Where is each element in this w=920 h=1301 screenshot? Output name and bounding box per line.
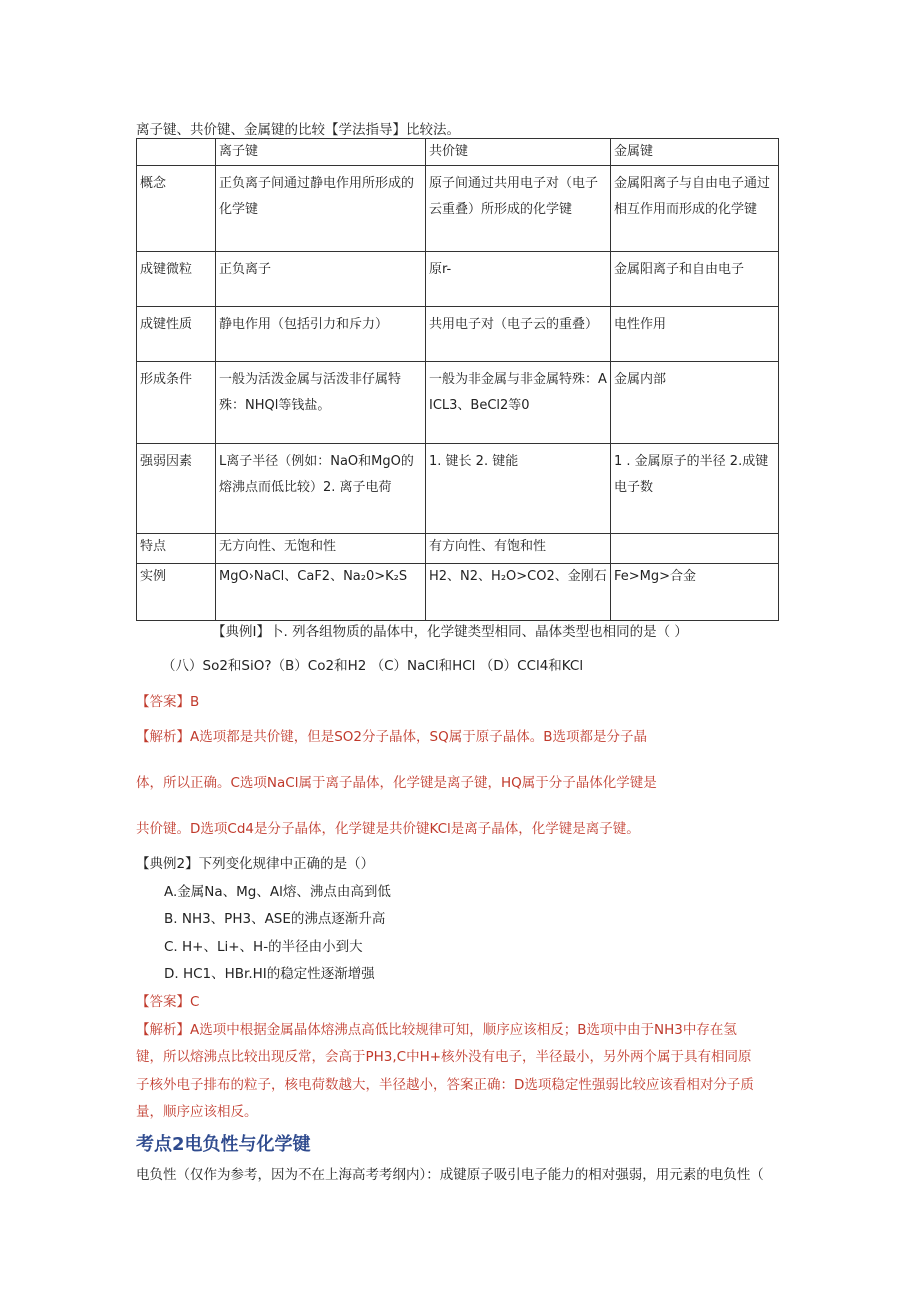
comparison-table [136, 138, 779, 621]
table-header-cell: 金属键 [611, 139, 779, 166]
table-cell: 原r- [426, 252, 611, 307]
table-row [137, 362, 779, 444]
row-label: 概念 [137, 166, 216, 252]
table-cell: 正负离子间通过静电作用所形成的化学键 [216, 166, 426, 252]
example2-analysis-line: 量，顺序应该相反。 [136, 1104, 258, 1120]
table-cell: 静电作用（包括引力和斥力） [216, 307, 426, 362]
example2-option: A.金属Na、Mg、Al熔、沸点由高到低 [164, 884, 391, 900]
example2-analysis-line: 【解析】A选项中根据金属晶体熔沸点高低比较规律可知，顺序应该相反；B选项中由于NH3中存在氢 [136, 1022, 737, 1038]
table-row [137, 166, 779, 252]
table-row [137, 564, 779, 621]
table-cell: 电性作用 [611, 307, 779, 362]
table-cell: 原子间通过共用电子对（电子云重叠）所形成的化学键 [426, 166, 611, 252]
table-cell: 无方向性、无饱和性 [216, 534, 426, 564]
table-cell: 金属阳离子和自由电子 [611, 252, 779, 307]
example2-option: B. NH3、PH3、ASE的沸点逐渐升高 [164, 911, 386, 927]
row-label: 成键性质 [137, 307, 216, 362]
example1-question: 【典例I】卜. 列各组物质的晶体中，化学键类型相同、晶体类型也相同的是（ ） [212, 624, 688, 640]
table-cell: 有方向性、有饱和性 [426, 534, 611, 564]
table-row [137, 252, 779, 307]
table-cell: 1. 键长 2. 键能 [426, 444, 611, 534]
table-cell: 一般为活泼金属与活泼非仔属特殊：NHQl等钱盐。 [216, 362, 426, 444]
row-label: 特点 [137, 534, 216, 564]
table-cell: H2、N2、H₂O>CO2、金刚石 [426, 564, 611, 621]
table-cell: L离子半径（例如：NaO和MgO的熔沸点而低比较）2. 离子电荷 [216, 444, 426, 534]
example1-answer: 【答案】B [136, 694, 200, 710]
example2-analysis-line: 子核外电子排布的粒子，核电荷数越大，半径越小，答案正确：D选项稳定性强弱比较应该看相对分子质 [136, 1077, 754, 1093]
section-heading: 考点2电负性与化学键 [136, 1134, 311, 1155]
table-cell: MgO›NaCl、CaF2、Na₂0>K₂S [216, 564, 426, 621]
table-header-row [137, 139, 779, 166]
table-row [137, 444, 779, 534]
table-header-cell: 共价键 [426, 139, 611, 166]
example1-analysis-line: 【解析】A选项都是共价键，但是SO2分子晶体，SQ属于原子晶体。B选项都是分子晶 [136, 729, 647, 745]
example2-option: C. H+、Li+、H-的半径由小到大 [164, 939, 363, 955]
example2-analysis-line: 键，所以熔沸点比较出现反常，会高于PH3,C中H+核外没有电子，半径最小，另外两个属于具有相同原 [136, 1049, 752, 1065]
row-label: 形成条件 [137, 362, 216, 444]
table-cell [611, 534, 779, 564]
table-cell: Fe>Mg>合金 [611, 564, 779, 621]
closing-text: 电负性（仅作为参考，因为不在上海高考考纲内）：成键原子吸引电子能力的相对强弱，用元素的电负性（ [136, 1167, 764, 1183]
table-cell: 金属阳离子与自由电子通过相互作用而形成的化学键 [611, 166, 779, 252]
table-row [137, 307, 779, 362]
table-row [137, 534, 779, 564]
intro-text: 离子键、共价键、金属键的比较【学法指导】比较法。 [136, 122, 460, 138]
example1-analysis-line: 共价键。D选项Cd4是分子晶体，化学键是共价键KCl是离子晶体，化学键是离子键。 [136, 821, 640, 837]
row-label: 强弱因素 [137, 444, 216, 534]
table-cell: 共用电子对（电子云的重叠） [426, 307, 611, 362]
table-cell: 1 . 金属原子的半径 2.成键电子数 [611, 444, 779, 534]
table-header-cell [137, 139, 216, 166]
example1-options: （八）So2和SiO?（B）Co2和H2 （C）NaCl和HCl （D）CCl4和KCl [162, 658, 584, 674]
example2-option: D. HC1、HBr.HI的稳定性逐渐增强 [164, 966, 375, 982]
example2-answer: 【答案】C [136, 994, 200, 1010]
row-label: 成键微粒 [137, 252, 216, 307]
row-label: 实例 [137, 564, 216, 621]
table-header-cell: 离子键 [216, 139, 426, 166]
table-cell: 一般为非金属与非金属特殊：AICL3、BeCl2等0 [426, 362, 611, 444]
example1-analysis-line: 体，所以正确。C选项NaCl属于离子晶体，化学键是离子键，HQ属于分子晶体化学键是 [136, 775, 657, 791]
example2-question: 【典例2】下列变化规律中正确的是（） [136, 856, 375, 872]
table-cell: 正负离子 [216, 252, 426, 307]
table-cell: 金属内部 [611, 362, 779, 444]
